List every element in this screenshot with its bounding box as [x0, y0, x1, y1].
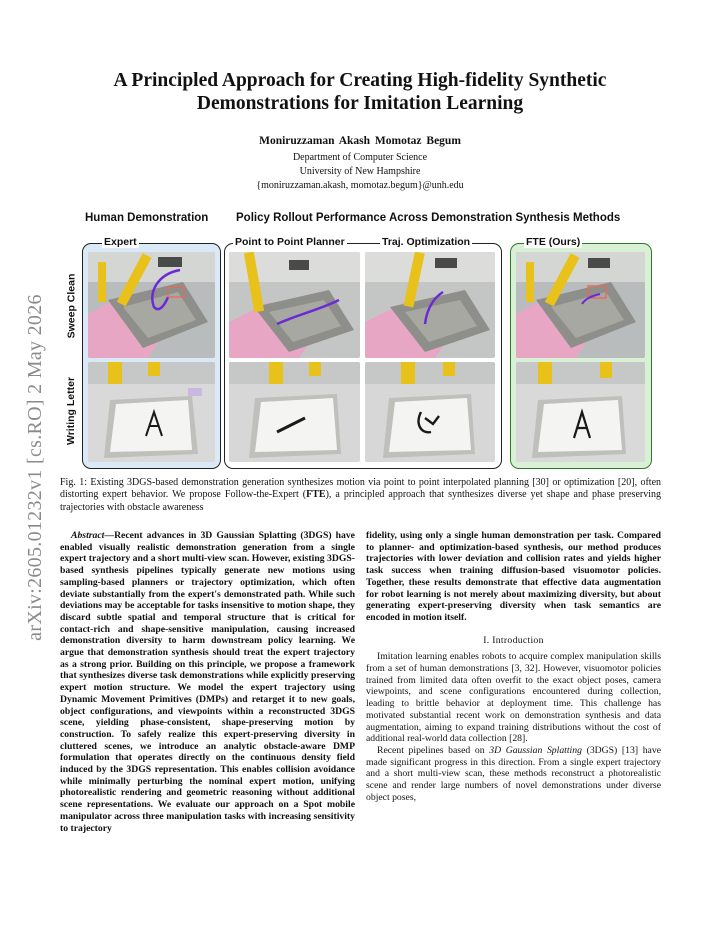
arxiv-identifier-text: arXiv:2605.01232v1 [cs.RO] 2 May 2026 — [23, 293, 46, 641]
row-label-sweep-clean: Sweep Clean — [65, 273, 77, 339]
intro-paragraph-2: Recent pipelines based on 3D Gaussian Splatting (3DGS) [13] have made significant progress in this direction. From a single expert trajectory and a short multi-view scan, these methods reconstruct a photorealistic scene and render large numbers of novel demonstrations under diverse object poses, — [366, 744, 661, 803]
figure-header-human-demo: Human Demonstration — [85, 212, 209, 224]
intro-3dgs-emphasis: 3D Gaussian Splatting — [489, 744, 582, 756]
paper-title: A Principled Approach for Creating High-fidelity Synthetic Demonstrations for Imitation Learning — [113, 70, 607, 114]
caption-text-end: ), a principled approach that synthesizes diverse yet shape and phase preserving trajectories with obstacle awareness — [60, 489, 661, 513]
row-label-writing-letter: Writing Letter — [65, 376, 77, 446]
column-label-fte: FTE (Ours) — [526, 236, 581, 248]
abstract-lead: Abstract — [71, 530, 105, 541]
affiliation-department: Department of Computer Science — [292, 152, 428, 163]
abstract-text: —Recent advances in 3D Gaussian Splatting (3DGS) have enabled visually realistic demonstration generation from a single expert trajectory and a short multi-view scan. However, existing 3DGS-based synthesis pipelines typically generate new motions using sampling-based planners or trajectory optimization, which often deviate substantially from the expert's demonstrated path. While such deviations may be acceptable for tasks insensitive to motion shape, they discard subtle spatial and temporal structure that is critical for contact-rich and shape-sensitive manipulation, causing increased demonstration diversity to harm downstream policy learning. We argue that demonstration synthesis should treat the expert trajectory as a strong prior. Building on this principle, we propose a framework that synthesizes diverse task demonstrations while explicitly preserving expert motion structure. We model the expert trajectory using Dynamic Movement Primitives (DMPs) and retarget it to new goals, object configurations, and viewpoints within a reconstructed 3DGS scene, yielding phase-consistent, shape-preserving motion by construction. To safely realize this expert-preserving diversity in cluttered scenes, we introduce an analytic obstacle-aware DMP formulation that operates directly on the continuous density field induced by the 3DGS representation. This enables collision avoidance while minimally perturbing the nominal expert motion, unifying photorealistic rendering and geometric reasoning without additional scene representations. We evaluate our approach on a Spot mobile manipulator across three manipulation tasks with increasing sensitivity to trajectory — [60, 530, 355, 834]
affiliation-emails: {moniruzzaman.akash, momotaz.begum}@unh.edu — [256, 180, 464, 191]
sweep-clean-fte-frame — [516, 252, 645, 358]
author-list: Moniruzzaman Akash Momotaz Begum — [259, 135, 461, 147]
sweep-clean-expert-frame — [88, 252, 215, 358]
figure-header-policy-rollout: Policy Rollout Performance Across Demonstration Synthesis Methods — [236, 212, 621, 224]
sweep-clean-trajopt-frame — [365, 252, 495, 358]
writing-letter-trajopt-frame — [365, 362, 495, 462]
column-label-p2p-planner: Point to Point Planner — [235, 236, 345, 248]
sweep-clean-p2p-frame — [229, 252, 360, 358]
abstract — [60, 530, 355, 834]
intro-paragraph-1: Imitation learning enables robots to acquire complex manipulation skills from a set of human demonstrations [3, 32]. However, visuomotor policies trained from limited data often overfit to the exact object poses, camera viewpoints, and scene configurations encountered during collection, leading to brittle behavior at deployment time. This challenge has motivated substantial recent work on demonstration synthesis and data augmentation, aiming to expand training distributions without the cost of additional real-world data collection [28]. — [366, 651, 661, 745]
writing-letter-expert-frame — [88, 362, 215, 462]
writing-letter-p2p-frame — [229, 362, 360, 462]
abstract-continuation: fidelity, using only a single human demonstration per task. Compared to planner- and optimization-based synthesis, our method produces trajectories with lower deviation and collision rates and yields higher task success when training diffusion-based visuomotor policies. Together, these results demonstrate that effective data augmentation for robot learning is not merely about maximizing diversity, but about generating expert-preserving diversity when task semantics are encoded in motion itself. — [366, 530, 661, 623]
figure-caption — [60, 477, 661, 514]
left-column — [60, 530, 355, 834]
caption-label: Fig. 1: — [60, 477, 87, 488]
arxiv-identifier — [23, 262, 47, 672]
caption-fte-bold: FTE — [306, 489, 326, 501]
right-column — [366, 530, 661, 803]
writing-letter-fte-frame — [516, 362, 645, 462]
column-label-expert: Expert — [104, 236, 137, 248]
caption-text: Existing 3DGS-based demonstration generation synthesizes motion via point to point interpolated planning [30] or optimization [20], often distorting expert behavior. We propose Follow-the-Expert ( — [60, 477, 662, 501]
section-heading-introduction: I. Introduction — [483, 634, 544, 646]
affiliation-university: University of New Hampshire — [299, 166, 421, 177]
column-label-traj-optimization: Traj. Optimization — [382, 236, 471, 248]
